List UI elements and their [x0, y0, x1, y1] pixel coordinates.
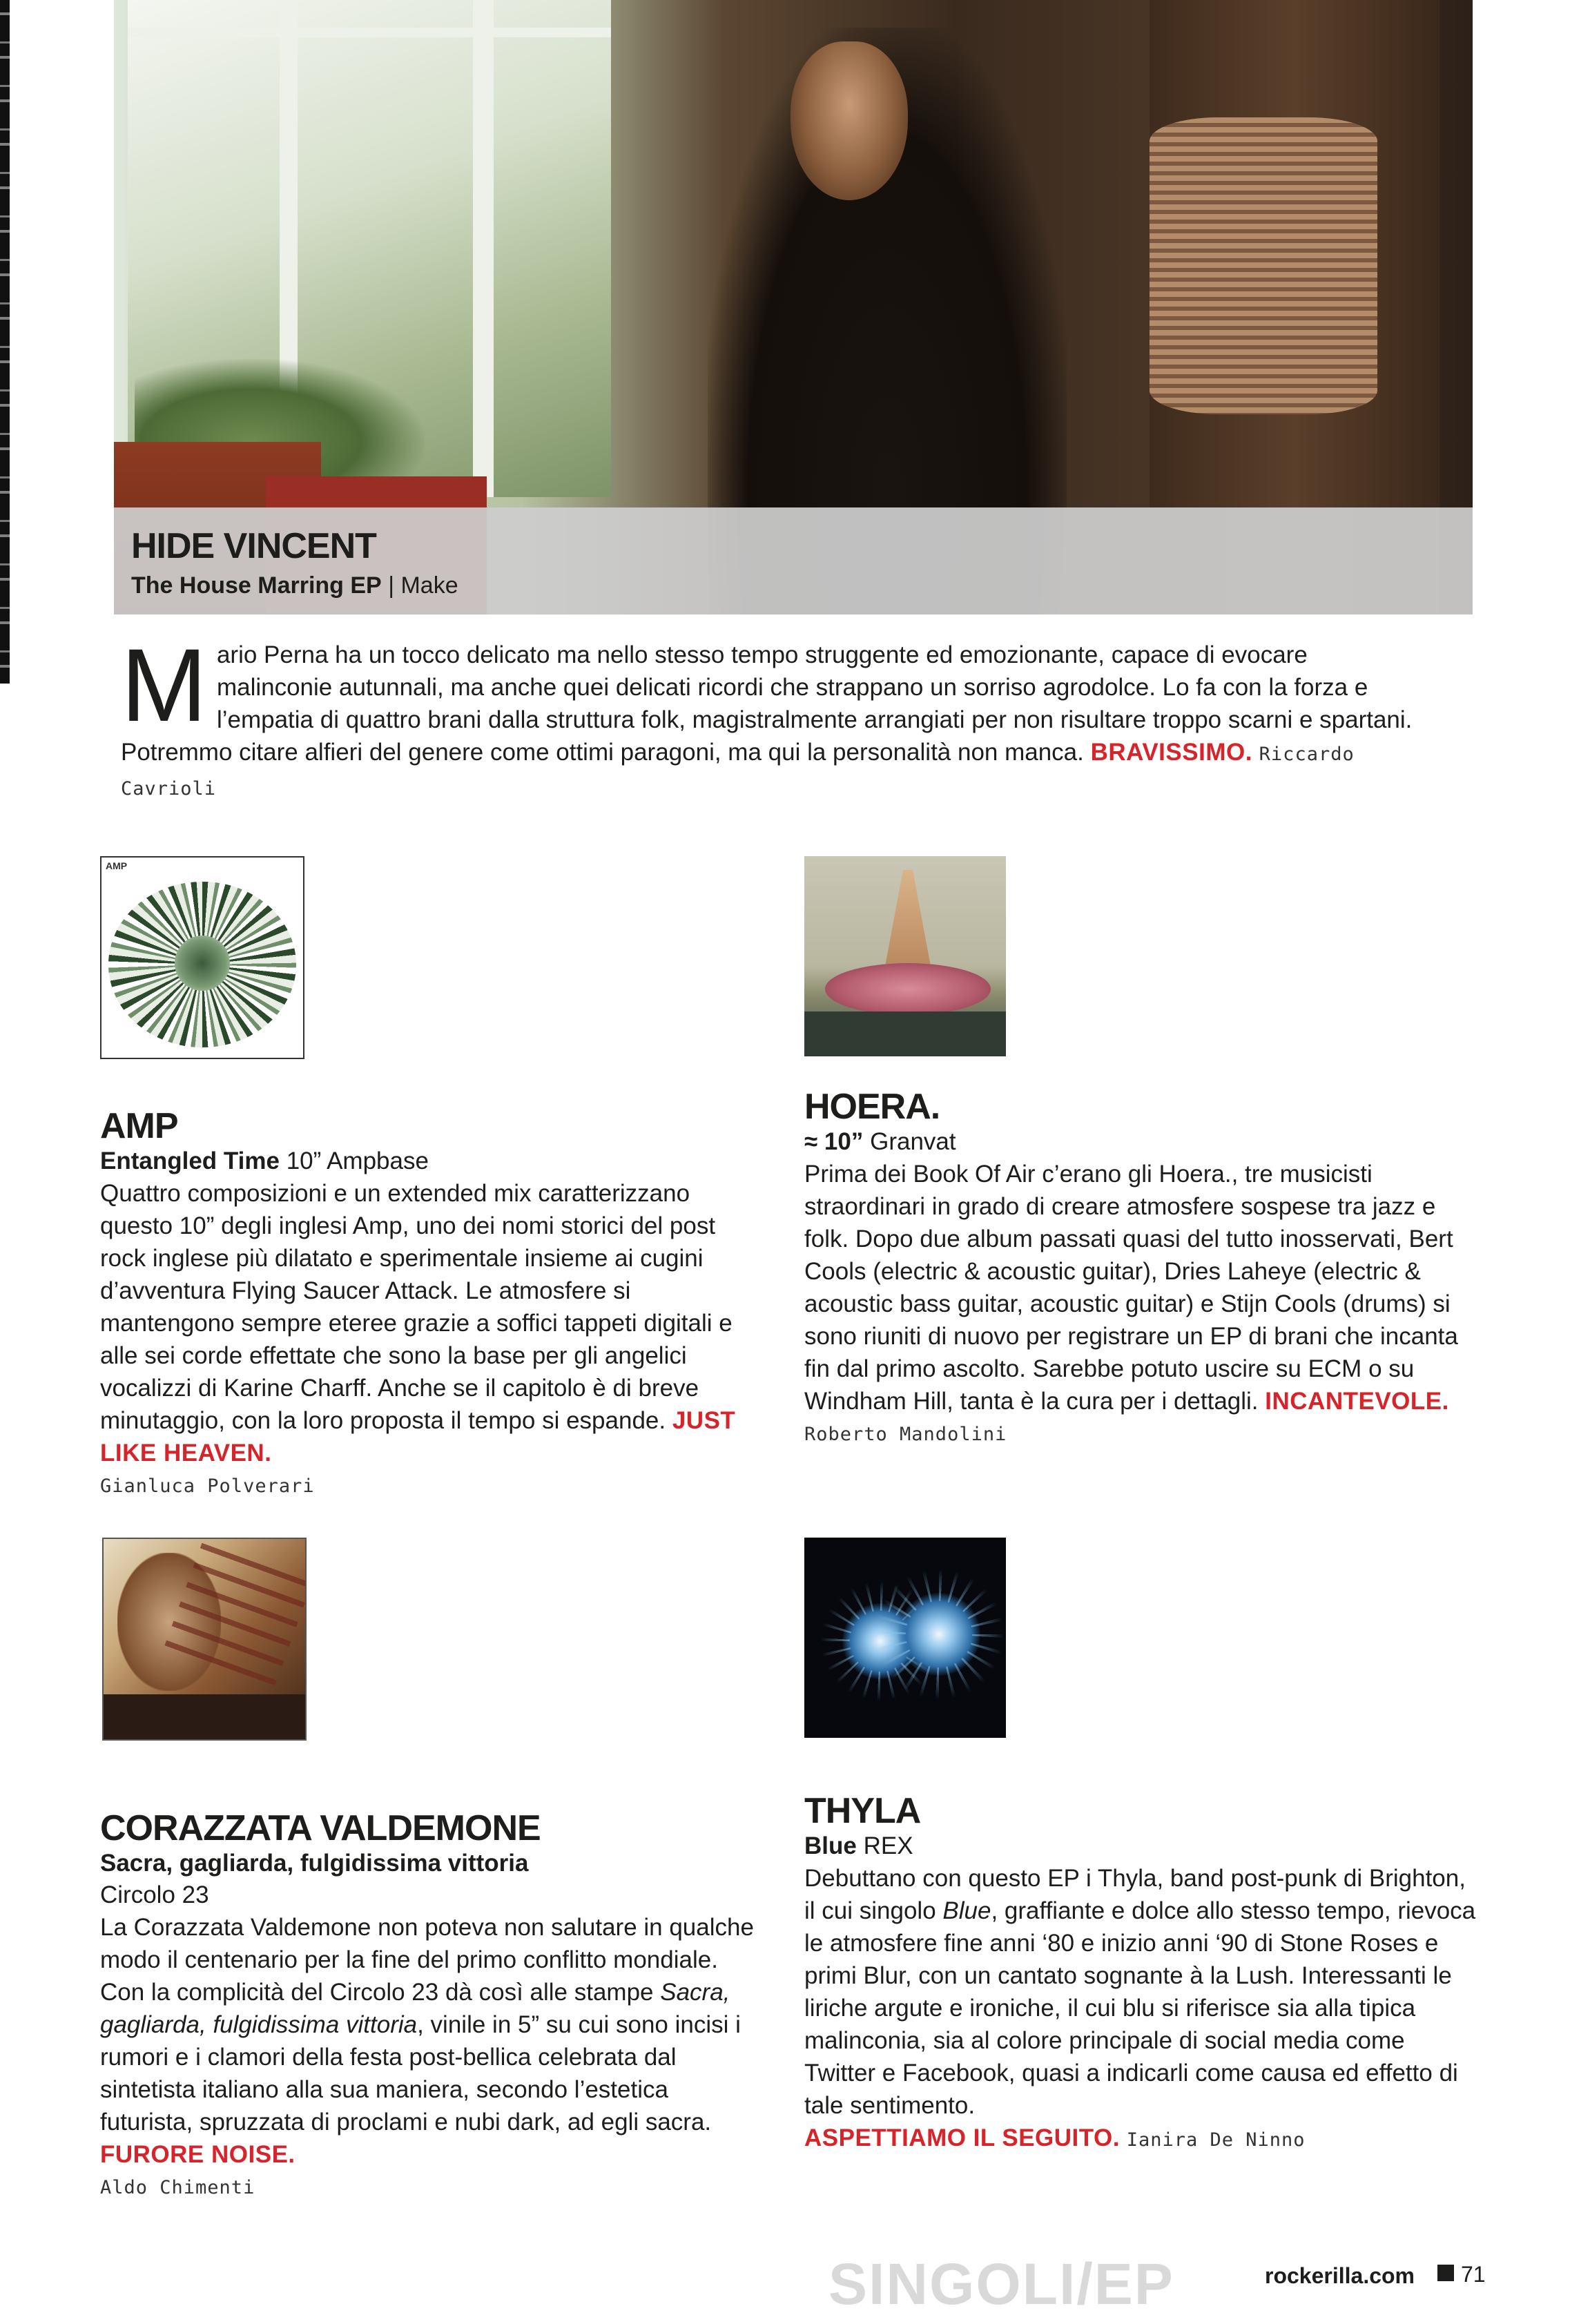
thyla-author: Ianira De Ninno [1126, 2129, 1306, 2151]
hoera-body-text: Prima dei Book Of Air c’erano gli Hoera., tre musicisti straordinari in grado di creare atmosfere sospese tra jazz e folk. Dopo due album passati quasi del tutto inosservati, Bert Cools (electric & acoustic guitar), Dries Laheye (electric & acoustic bass guitar, acoustic guitar) e Stijn Cools (drums) si sono riuniti di nuovo per registrare un EP di brani che incanta fin dal primo ascolto. Sarebbe potuto uscire su ECM o su Windham Hill, tanta è la cura per i dettagli. [804, 1161, 1458, 1415]
thyla-body-italic: Blue [942, 1897, 991, 1924]
edge-photo-strip [0, 0, 10, 684]
hoera-cover-ground [804, 1011, 1006, 1056]
lead-release [131, 572, 458, 599]
thyla-signoff [804, 2122, 1481, 2156]
page-number: 71 [1461, 2262, 1486, 2287]
lead-author: Riccardo Cavrioli [121, 744, 1355, 800]
hoera-body [804, 1158, 1467, 1417]
thyla-cover-cell [898, 1593, 980, 1676]
hoera-label: Granvat [870, 1128, 956, 1155]
lead-title: The House Marring EP [131, 572, 382, 599]
corazzata-author: Aldo Chimenti [100, 2177, 255, 2198]
thyla-body-text-end: , graffiante e dolce allo stesso tempo, rievoca le atmosfere fine anni ‘80 e inizio anni ‘90 di Stone Roses e primi Blur, con un cantato sognante à la Lush. Interessanti le liriche argute e ironiche, il cui blu si riferisce sia alla tipica malinconia, sia al colore principale di social media come Twitter e Facebook, quasi a indicarli come causa ed effetto di tale sentimento. [804, 1897, 1476, 2119]
window-mullion [473, 0, 494, 497]
section-title: SINGOLI/EP [828, 2252, 1174, 2316]
thyla-artist: THYLA [804, 1791, 921, 1831]
thyla-verdict: ASPETTIAMO IL SEGUITO. [804, 2124, 1120, 2151]
corazzata-body [100, 1911, 763, 2171]
plate-stack [1150, 117, 1377, 414]
hoera-artist: HOERA. [804, 1087, 940, 1127]
corazzata-release [100, 1848, 763, 1879]
lead-separator: | [388, 572, 395, 599]
hoera-cover-tree [884, 870, 932, 974]
square-bullet-icon [1437, 2265, 1454, 2281]
corazzata-body-text: La Corazzata Valdemone non poteva non salutare in qualche modo il centenario per la fine del primo conflitto mondiale. Con la complicità del Circolo 23 dà così alle stampe [100, 1914, 754, 2006]
amp-release [100, 1145, 753, 1177]
corazzata-body-text-end: , vinile in 5” su cui sono incisi i rumori e i clamori della festa post-bellica celebrata dal sintetista italiano alla sua maniera, secondo l’estetica futurista, spruzzata di proclami e nubi dark, ad egli sacra. [100, 2011, 741, 2136]
amp-cover [100, 856, 304, 1059]
review-thyla [804, 1792, 1481, 2156]
thyla-title: Blue [804, 1832, 857, 1859]
lead-body-text: ario Perna ha un tocco delicato ma nello stesso tempo struggente ed emozionante, capace di evocare malinconie autunnali, ma anche quei delicati ricordi che strappano un sorriso agrodolce. Lo fa con la forza e l’empatia di quattro brani dalla struttura folk, magistralmente arrangiati per non risultare troppo scarni e spartani. Potremmo citare alfieri del genere come ottimi paragoni, ma qui la personalità non manca. [121, 641, 1413, 766]
hoera-title: ≈ 10” [804, 1128, 864, 1155]
amp-body-text: Quattro composizioni e un extended mix caratterizzano questo 10” degli inglesi Amp, uno dei nomi storici del post rock inglese più dilatato e sperimentale insieme ai cugini d’avventura Flying Saucer Attack. Le atmosfere si mantengono sempre eteree grazie a soffici tappeti digitali e alle sei corde effettate che sono la base per gli angelici vocalizzi di Karine Charff. Anche se il capitolo è di breve minutaggio, con la loro proposta il tempo si espande. [100, 1180, 733, 1434]
review-corazzata [100, 1809, 763, 2204]
drop-cap: M [121, 627, 207, 743]
amp-author: Gianluca Polverari [100, 1475, 315, 1497]
hero-photo [114, 0, 1473, 614]
lead-heading [131, 528, 458, 599]
lead-verdict: BRAVISSIMO. [1090, 739, 1252, 766]
hoera-cover [804, 856, 1006, 1056]
corazzata-artist: CORAZZATA VALDEMONE [100, 1808, 541, 1848]
amp-artist: AMP [100, 1106, 178, 1146]
review-hoera [804, 1087, 1467, 1451]
corazzata-cover [102, 1538, 307, 1741]
thyla-body [804, 1862, 1481, 2122]
corazzata-title: Sacra, gagliarda, fulgidissima vittoria [100, 1850, 529, 1877]
lead-review-body [121, 627, 1419, 805]
thyla-cover [804, 1538, 1006, 1738]
lead-label: Make [400, 572, 458, 599]
hoera-cover-mushroom [825, 963, 991, 1015]
amp-format-label: 10” Ampbase [286, 1148, 429, 1174]
hoera-release [804, 1126, 1467, 1158]
amp-body [100, 1177, 753, 1469]
thyla-release [804, 1830, 1481, 1862]
amp-cover-text: AMP [106, 860, 128, 871]
amp-verdict: JUST LIKE HEAVEN. [100, 1407, 736, 1466]
amp-title: Entangled Time [100, 1148, 280, 1174]
corazzata-body-italic: Sacra, gagliarda, fulgidissima vittoria [100, 1979, 730, 2038]
musician-head [791, 41, 908, 200]
window-mullion [128, 28, 611, 37]
review-amp [100, 1107, 753, 1502]
lead-artist: HIDE VINCENT [131, 526, 376, 566]
corazzata-verdict: FURORE NOISE. [100, 2141, 295, 2168]
corazzata-cover-band [104, 1694, 305, 1739]
thyla-label: REX [863, 1832, 913, 1859]
hoera-author: Roberto Mandolini [804, 1424, 1007, 1445]
site-url: rockerilla.com [1265, 2263, 1415, 2288]
thyla-body-text: Debuttano con questo EP i Thyla, band post-punk di Brighton, il cui singolo [804, 1865, 1466, 1924]
hoera-verdict: INCANTEVOLE. [1265, 1388, 1449, 1415]
corazzata-label: Circolo 23 [100, 1881, 209, 1908]
amp-cover-burst [108, 882, 296, 1047]
